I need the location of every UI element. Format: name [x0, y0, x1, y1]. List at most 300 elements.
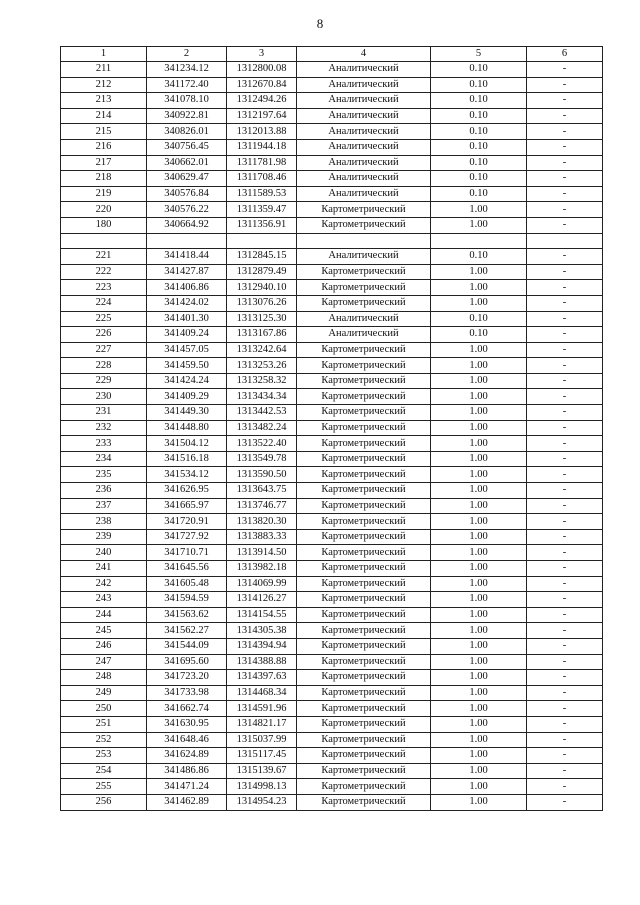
method-cell: Картометрический	[297, 358, 431, 374]
y-coordinate-cell: 1313746.77	[227, 498, 297, 514]
table-row	[61, 295, 603, 311]
method-cell: Аналитический	[297, 108, 431, 124]
x-coordinate-cell: 341562.27	[147, 623, 227, 639]
point-number-cell: 220	[61, 202, 147, 218]
note-cell: -	[527, 794, 603, 810]
x-coordinate-cell: 341720.91	[147, 514, 227, 530]
x-coordinate-cell: 341401.30	[147, 311, 227, 327]
accuracy-cell: 1.00	[431, 514, 527, 530]
accuracy-cell: 1.00	[431, 405, 527, 421]
accuracy-cell: 1.00	[431, 638, 527, 654]
y-coordinate-cell: 1314468.34	[227, 685, 297, 701]
point-number-cell: 239	[61, 529, 147, 545]
table-row	[61, 171, 603, 187]
header-cell-4: 4	[297, 47, 431, 62]
x-coordinate-cell: 341544.09	[147, 638, 227, 654]
point-number-cell: 254	[61, 763, 147, 779]
x-coordinate-cell: 341448.80	[147, 420, 227, 436]
point-number-cell: 216	[61, 139, 147, 155]
y-coordinate-cell: 1313914.50	[227, 545, 297, 561]
method-cell: Картометрический	[297, 451, 431, 467]
note-cell: -	[527, 202, 603, 218]
method-cell: Картометрический	[297, 748, 431, 764]
accuracy-cell: 1.00	[431, 592, 527, 608]
table-row	[61, 483, 603, 499]
point-number-cell: 240	[61, 545, 147, 561]
method-cell: Картометрический	[297, 732, 431, 748]
table-row	[61, 108, 603, 124]
table-row	[61, 93, 603, 109]
table-row	[61, 514, 603, 530]
y-coordinate-cell: 1314126.27	[227, 592, 297, 608]
x-coordinate-cell: 341516.18	[147, 451, 227, 467]
x-coordinate-cell: 341594.59	[147, 592, 227, 608]
method-cell	[297, 233, 431, 249]
note-cell: -	[527, 171, 603, 187]
table-row	[61, 327, 603, 343]
accuracy-cell: 1.00	[431, 794, 527, 810]
table-row	[61, 358, 603, 374]
note-cell: -	[527, 654, 603, 670]
table-row	[61, 311, 603, 327]
note-cell: -	[527, 389, 603, 405]
table-row	[61, 155, 603, 171]
method-cell: Картометрический	[297, 592, 431, 608]
table-row	[61, 545, 603, 561]
note-cell: -	[527, 217, 603, 233]
point-number-cell: 255	[61, 779, 147, 795]
x-coordinate-cell: 341459.50	[147, 358, 227, 374]
note-cell: -	[527, 748, 603, 764]
y-coordinate-cell: 1314954.23	[227, 794, 297, 810]
y-coordinate-cell: 1313242.64	[227, 342, 297, 358]
x-coordinate-cell: 340826.01	[147, 124, 227, 140]
accuracy-cell: 0.10	[431, 186, 527, 202]
note-cell: -	[527, 779, 603, 795]
x-coordinate-cell: 341626.95	[147, 483, 227, 499]
method-cell: Аналитический	[297, 124, 431, 140]
x-coordinate-cell: 341504.12	[147, 436, 227, 452]
point-number-cell: 243	[61, 592, 147, 608]
x-coordinate-cell: 341624.89	[147, 748, 227, 764]
table-row	[61, 389, 603, 405]
table-row	[61, 139, 603, 155]
accuracy-cell: 1.00	[431, 529, 527, 545]
y-coordinate-cell: 1313590.50	[227, 467, 297, 483]
x-coordinate-cell	[147, 233, 227, 249]
accuracy-cell: 0.10	[431, 77, 527, 93]
x-coordinate-cell: 341406.86	[147, 280, 227, 296]
y-coordinate-cell: 1311359.47	[227, 202, 297, 218]
y-coordinate-cell: 1312197.64	[227, 108, 297, 124]
point-number-cell: 218	[61, 171, 147, 187]
method-cell: Картометрический	[297, 623, 431, 639]
table-row	[61, 77, 603, 93]
method-cell: Картометрический	[297, 529, 431, 545]
x-coordinate-cell: 341462.89	[147, 794, 227, 810]
accuracy-cell: 0.10	[431, 249, 527, 265]
header-cell-3: 3	[227, 47, 297, 62]
x-coordinate-cell: 341630.95	[147, 716, 227, 732]
point-number-cell: 226	[61, 327, 147, 343]
point-number-cell: 224	[61, 295, 147, 311]
table-row	[61, 685, 603, 701]
note-cell: -	[527, 607, 603, 623]
note-cell: -	[527, 592, 603, 608]
point-number-cell: 241	[61, 561, 147, 577]
method-cell: Картометрический	[297, 670, 431, 686]
point-number-cell: 211	[61, 62, 147, 78]
table-row	[61, 779, 603, 795]
note-cell: -	[527, 186, 603, 202]
point-number-cell: 214	[61, 108, 147, 124]
note-cell: -	[527, 561, 603, 577]
method-cell: Картометрический	[297, 420, 431, 436]
point-number-cell: 237	[61, 498, 147, 514]
point-number-cell: 221	[61, 249, 147, 265]
table-row	[61, 763, 603, 779]
table-row	[61, 217, 603, 233]
y-coordinate-cell: 1314591.96	[227, 701, 297, 717]
accuracy-cell: 1.00	[431, 763, 527, 779]
accuracy-cell: 1.00	[431, 451, 527, 467]
method-cell: Картометрический	[297, 342, 431, 358]
y-coordinate-cell: 1313258.32	[227, 373, 297, 389]
y-coordinate-cell: 1313883.33	[227, 529, 297, 545]
x-coordinate-cell: 341710.71	[147, 545, 227, 561]
point-number-cell: 222	[61, 264, 147, 280]
note-cell: -	[527, 264, 603, 280]
x-coordinate-cell: 341662.74	[147, 701, 227, 717]
method-cell: Картометрический	[297, 498, 431, 514]
note-cell: -	[527, 732, 603, 748]
header-cell-5: 5	[431, 47, 527, 62]
x-coordinate-cell: 341457.05	[147, 342, 227, 358]
method-cell: Аналитический	[297, 249, 431, 265]
x-coordinate-cell: 340922.81	[147, 108, 227, 124]
point-number-cell: 250	[61, 701, 147, 717]
table-row	[61, 576, 603, 592]
y-coordinate-cell: 1313643.75	[227, 483, 297, 499]
x-coordinate-cell: 341172.40	[147, 77, 227, 93]
method-cell: Аналитический	[297, 62, 431, 78]
x-coordinate-cell: 341418.44	[147, 249, 227, 265]
x-coordinate-cell: 341424.02	[147, 295, 227, 311]
note-cell: -	[527, 763, 603, 779]
table-row	[61, 638, 603, 654]
method-cell: Картометрический	[297, 607, 431, 623]
y-coordinate-cell: 1312879.49	[227, 264, 297, 280]
point-number-cell: 247	[61, 654, 147, 670]
point-number-cell: 223	[61, 280, 147, 296]
method-cell: Картометрический	[297, 716, 431, 732]
accuracy-cell: 0.10	[431, 139, 527, 155]
method-cell: Картометрический	[297, 436, 431, 452]
accuracy-cell: 1.00	[431, 467, 527, 483]
point-number-cell: 231	[61, 405, 147, 421]
accuracy-cell: 1.00	[431, 264, 527, 280]
y-coordinate-cell: 1312013.88	[227, 124, 297, 140]
x-coordinate-cell: 341424.24	[147, 373, 227, 389]
accuracy-cell: 1.00	[431, 545, 527, 561]
table-row	[61, 405, 603, 421]
header-cell-2: 2	[147, 47, 227, 62]
method-cell: Картометрический	[297, 561, 431, 577]
note-cell: -	[527, 342, 603, 358]
table-body	[61, 62, 603, 811]
point-number-cell: 253	[61, 748, 147, 764]
point-number-cell: 249	[61, 685, 147, 701]
note-cell: -	[527, 545, 603, 561]
y-coordinate-cell: 1311944.18	[227, 139, 297, 155]
method-cell: Аналитический	[297, 139, 431, 155]
y-coordinate-cell: 1313549.78	[227, 451, 297, 467]
note-cell: -	[527, 451, 603, 467]
table-row	[61, 264, 603, 280]
table-row	[61, 342, 603, 358]
x-coordinate-cell: 341534.12	[147, 467, 227, 483]
table-row	[61, 607, 603, 623]
x-coordinate-cell: 341563.62	[147, 607, 227, 623]
point-number-cell: 217	[61, 155, 147, 171]
table-row	[61, 498, 603, 514]
accuracy-cell: 1.00	[431, 716, 527, 732]
accuracy-cell: 1.00	[431, 732, 527, 748]
table-row	[61, 62, 603, 78]
y-coordinate-cell: 1314154.55	[227, 607, 297, 623]
accuracy-cell: 0.10	[431, 327, 527, 343]
accuracy-cell: 0.10	[431, 108, 527, 124]
x-coordinate-cell: 340629.47	[147, 171, 227, 187]
y-coordinate-cell: 1314305.38	[227, 623, 297, 639]
note-cell: -	[527, 529, 603, 545]
x-coordinate-cell: 341645.56	[147, 561, 227, 577]
accuracy-cell: 1.00	[431, 561, 527, 577]
header-row	[61, 47, 603, 62]
y-coordinate-cell: 1315139.67	[227, 763, 297, 779]
x-coordinate-cell: 341665.97	[147, 498, 227, 514]
table-row	[61, 561, 603, 577]
x-coordinate-cell: 341486.86	[147, 763, 227, 779]
point-number-cell: 246	[61, 638, 147, 654]
x-coordinate-cell: 341727.92	[147, 529, 227, 545]
method-cell: Картометрический	[297, 373, 431, 389]
y-coordinate-cell: 1314394.94	[227, 638, 297, 654]
method-cell: Аналитический	[297, 93, 431, 109]
table-row	[61, 654, 603, 670]
y-coordinate-cell	[227, 233, 297, 249]
point-number-cell: 248	[61, 670, 147, 686]
y-coordinate-cell: 1311781.98	[227, 155, 297, 171]
y-coordinate-cell: 1312940.10	[227, 280, 297, 296]
note-cell: -	[527, 139, 603, 155]
y-coordinate-cell: 1312670.84	[227, 77, 297, 93]
x-coordinate-cell: 341471.24	[147, 779, 227, 795]
accuracy-cell: 0.10	[431, 311, 527, 327]
accuracy-cell: 1.00	[431, 576, 527, 592]
note-cell: -	[527, 716, 603, 732]
point-number-cell: 230	[61, 389, 147, 405]
note-cell: -	[527, 670, 603, 686]
y-coordinate-cell: 1314397.63	[227, 670, 297, 686]
method-cell: Картометрический	[297, 467, 431, 483]
method-cell: Аналитический	[297, 327, 431, 343]
y-coordinate-cell: 1313434.34	[227, 389, 297, 405]
method-cell: Картометрический	[297, 389, 431, 405]
point-number-cell: 238	[61, 514, 147, 530]
y-coordinate-cell: 1314998.13	[227, 779, 297, 795]
y-coordinate-cell: 1313820.30	[227, 514, 297, 530]
x-coordinate-cell: 340576.22	[147, 202, 227, 218]
method-cell: Картометрический	[297, 514, 431, 530]
accuracy-cell	[431, 233, 527, 249]
y-coordinate-cell: 1314069.99	[227, 576, 297, 592]
header-cell-1: 1	[61, 47, 147, 62]
table-row	[61, 280, 603, 296]
accuracy-cell: 1.00	[431, 654, 527, 670]
table-row	[61, 592, 603, 608]
method-cell: Аналитический	[297, 155, 431, 171]
y-coordinate-cell: 1313125.30	[227, 311, 297, 327]
x-coordinate-cell: 341409.24	[147, 327, 227, 343]
method-cell: Картометрический	[297, 545, 431, 561]
note-cell	[527, 233, 603, 249]
note-cell: -	[527, 249, 603, 265]
accuracy-cell: 0.10	[431, 62, 527, 78]
point-number-cell: 244	[61, 607, 147, 623]
note-cell: -	[527, 436, 603, 452]
note-cell: -	[527, 311, 603, 327]
accuracy-cell: 1.00	[431, 483, 527, 499]
point-number-cell: 227	[61, 342, 147, 358]
accuracy-cell: 0.10	[431, 124, 527, 140]
x-coordinate-cell: 341409.29	[147, 389, 227, 405]
point-number-cell: 232	[61, 420, 147, 436]
point-number-cell: 234	[61, 451, 147, 467]
table-row	[61, 701, 603, 717]
note-cell: -	[527, 155, 603, 171]
method-cell: Картометрический	[297, 217, 431, 233]
accuracy-cell: 0.10	[431, 171, 527, 187]
y-coordinate-cell: 1314388.88	[227, 654, 297, 670]
x-coordinate-cell: 341449.30	[147, 405, 227, 421]
note-cell: -	[527, 280, 603, 296]
method-cell: Картометрический	[297, 483, 431, 499]
table-header	[61, 47, 603, 62]
y-coordinate-cell: 1313522.40	[227, 436, 297, 452]
table-row	[61, 748, 603, 764]
point-number-cell: 212	[61, 77, 147, 93]
point-number-cell	[61, 233, 147, 249]
point-number-cell: 213	[61, 93, 147, 109]
point-number-cell: 180	[61, 217, 147, 233]
y-coordinate-cell: 1312845.15	[227, 249, 297, 265]
x-coordinate-cell: 340576.84	[147, 186, 227, 202]
table-row	[61, 436, 603, 452]
note-cell: -	[527, 77, 603, 93]
x-coordinate-cell: 341648.46	[147, 732, 227, 748]
method-cell: Картометрический	[297, 763, 431, 779]
table-row	[61, 467, 603, 483]
x-coordinate-cell: 341695.60	[147, 654, 227, 670]
table-row	[61, 732, 603, 748]
accuracy-cell: 1.00	[431, 202, 527, 218]
accuracy-cell: 1.00	[431, 295, 527, 311]
y-coordinate-cell: 1313982.18	[227, 561, 297, 577]
point-number-cell: 252	[61, 732, 147, 748]
accuracy-cell: 1.00	[431, 607, 527, 623]
note-cell: -	[527, 685, 603, 701]
method-cell: Картометрический	[297, 202, 431, 218]
method-cell: Аналитический	[297, 77, 431, 93]
y-coordinate-cell: 1313076.26	[227, 295, 297, 311]
y-coordinate-cell: 1313482.24	[227, 420, 297, 436]
note-cell: -	[527, 93, 603, 109]
accuracy-cell: 1.00	[431, 358, 527, 374]
note-cell: -	[527, 62, 603, 78]
note-cell: -	[527, 295, 603, 311]
note-cell: -	[527, 373, 603, 389]
method-cell: Аналитический	[297, 311, 431, 327]
y-coordinate-cell: 1315037.99	[227, 732, 297, 748]
accuracy-cell: 0.10	[431, 93, 527, 109]
y-coordinate-cell: 1313253.26	[227, 358, 297, 374]
note-cell: -	[527, 623, 603, 639]
y-coordinate-cell: 1311708.46	[227, 171, 297, 187]
accuracy-cell: 1.00	[431, 623, 527, 639]
accuracy-cell: 1.00	[431, 685, 527, 701]
y-coordinate-cell: 1315117.45	[227, 748, 297, 764]
table-row	[61, 233, 603, 249]
table-row	[61, 420, 603, 436]
accuracy-cell: 1.00	[431, 779, 527, 795]
x-coordinate-cell: 341427.87	[147, 264, 227, 280]
table-row	[61, 202, 603, 218]
point-number-cell: 219	[61, 186, 147, 202]
y-coordinate-cell: 1311589.53	[227, 186, 297, 202]
coordinates-table	[60, 46, 603, 811]
x-coordinate-cell: 341733.98	[147, 685, 227, 701]
y-coordinate-cell: 1314821.17	[227, 716, 297, 732]
accuracy-cell: 1.00	[431, 280, 527, 296]
table-row	[61, 529, 603, 545]
method-cell: Аналитический	[297, 186, 431, 202]
y-coordinate-cell: 1312494.26	[227, 93, 297, 109]
table-row	[61, 186, 603, 202]
x-coordinate-cell: 341078.10	[147, 93, 227, 109]
note-cell: -	[527, 420, 603, 436]
table-row	[61, 623, 603, 639]
note-cell: -	[527, 358, 603, 374]
note-cell: -	[527, 405, 603, 421]
accuracy-cell: 1.00	[431, 217, 527, 233]
note-cell: -	[527, 514, 603, 530]
note-cell: -	[527, 483, 603, 499]
x-coordinate-cell: 340756.45	[147, 139, 227, 155]
note-cell: -	[527, 327, 603, 343]
x-coordinate-cell: 341723.20	[147, 670, 227, 686]
method-cell: Картометрический	[297, 405, 431, 421]
point-number-cell: 256	[61, 794, 147, 810]
y-coordinate-cell: 1312800.08	[227, 62, 297, 78]
point-number-cell: 235	[61, 467, 147, 483]
table-row	[61, 716, 603, 732]
x-coordinate-cell: 341605.48	[147, 576, 227, 592]
accuracy-cell: 1.00	[431, 701, 527, 717]
accuracy-cell: 1.00	[431, 498, 527, 514]
x-coordinate-cell: 340662.01	[147, 155, 227, 171]
method-cell: Картометрический	[297, 280, 431, 296]
